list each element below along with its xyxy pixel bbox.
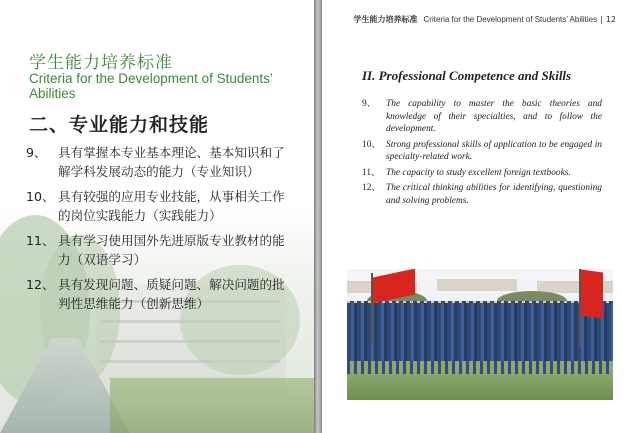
red-flag: [581, 269, 603, 318]
list-item: [362, 98, 602, 136]
student-formation-photo: [347, 269, 613, 400]
book-gutter: [314, 0, 322, 433]
item-text: 具有学习使用国外先进原版专业教材的能力（双语学习）: [58, 233, 285, 267]
item-text: 具有掌握本专业基本理论、基本知识和了解学科发展动态的能力（专业知识）: [58, 145, 285, 179]
document-title-en: Criteria for the Development of Students’ Abilities: [29, 71, 273, 101]
header-title-en: Criteria for the Development of Students’ Abilities: [423, 15, 598, 24]
item-text: The capability to master the basic theories and knowledge of their specialties, and to follow the development.: [386, 99, 602, 134]
item-text: 具有发现问题、质疑问题、解决问题的批判性思维能力（创新思维）: [58, 277, 285, 311]
right-page: [322, 0, 640, 433]
document-title-cn: 学生能力培养标准: [29, 53, 173, 73]
item-number: 11、: [26, 233, 55, 248]
left-page: [0, 0, 314, 433]
item-number: 10、: [26, 189, 55, 204]
item-number: 9、: [26, 145, 47, 160]
item-text: 具有较强的应用专业技能，从事相关工作的岗位实践能力（实践能力）: [58, 189, 285, 223]
list-item: [26, 231, 296, 269]
item-text: The capacity to study excellent foreign textbooks.: [386, 167, 571, 178]
list-item: [26, 187, 296, 225]
item-number: 12、: [26, 277, 55, 292]
list-item: [362, 167, 602, 180]
item-number: 9、: [362, 99, 377, 109]
ability-list-cn: [26, 143, 296, 319]
section-heading-cn: 二、专业能力和技能: [29, 114, 210, 136]
item-text: The critical thinking abilities for identifying, questioning and solving problems.: [386, 183, 602, 206]
running-header: [354, 14, 616, 25]
header-separator: |: [600, 15, 603, 24]
ability-list-en: [362, 98, 602, 210]
header-title-cn: 学生能力培养标准: [353, 15, 418, 24]
item-number: 11、: [362, 167, 381, 178]
list-item: [26, 275, 296, 313]
list-item: [362, 139, 602, 164]
page-number: 12: [605, 15, 616, 24]
list-item: [26, 143, 296, 181]
item-number: 12、: [362, 183, 381, 193]
item-number: 10、: [362, 139, 381, 150]
section-heading-en: II. Professional Competence and Skills: [362, 68, 572, 83]
list-item: [362, 182, 602, 207]
item-text: Strong professional skills of application to be engaged in specialty-related work.: [386, 139, 602, 162]
